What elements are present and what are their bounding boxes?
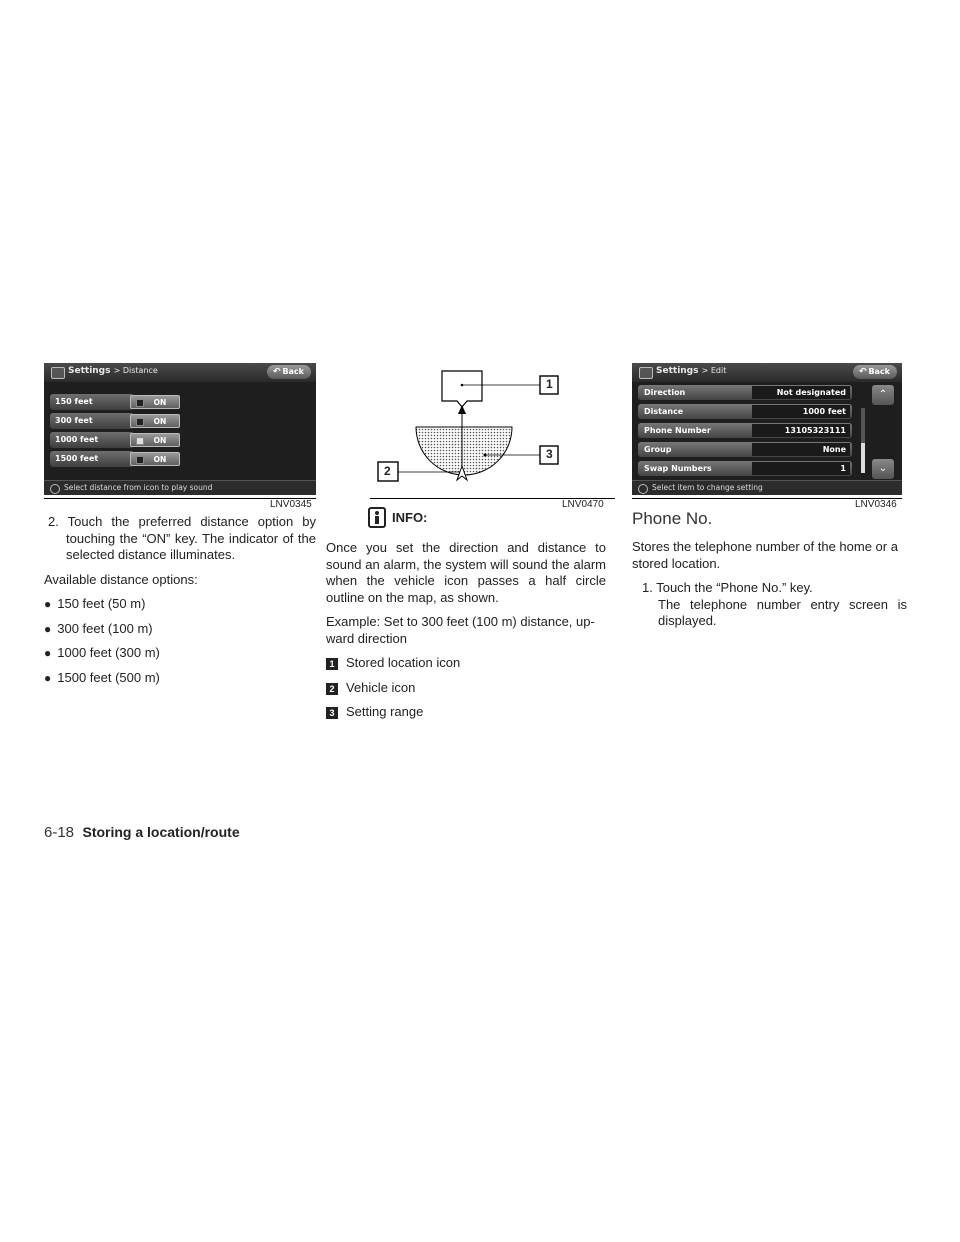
step-1-text: 1. Touch the “Phone No.” key. — [642, 580, 813, 595]
edit-row-group[interactable]: Group None — [638, 442, 852, 457]
info-title: INFO: — [392, 510, 428, 525]
edit-settings-screen — [632, 363, 902, 495]
info-icon — [638, 484, 648, 494]
indicator-icon — [136, 399, 144, 407]
section-title: Storing a location/route — [82, 824, 240, 840]
screen-header — [632, 363, 902, 382]
scroll-up-icon[interactable]: ⌃ — [872, 385, 894, 405]
alarm-range-diagram — [370, 365, 570, 497]
option-item: ● 150 feet (50 m) — [44, 596, 146, 611]
step-2-text: 2. Touch the preferred distance option by touching the “ON” key. The indicator of the selected distance illuminates. — [48, 514, 316, 562]
screen-title: Settings > Distance — [68, 366, 158, 376]
legend-item: 1 Stored location icon — [326, 655, 606, 672]
page-number: 6-18 — [44, 824, 75, 841]
indicator-icon — [136, 418, 144, 426]
menu-icon[interactable] — [639, 367, 653, 379]
status-message: Select item to change setting — [652, 483, 763, 492]
edit-row-swap-numbers[interactable]: Swap Numbers 1 — [638, 461, 852, 476]
step-1-result: The telephone number entry screen is displayed. — [658, 596, 907, 628]
on-button-1500[interactable]: ON — [130, 452, 180, 466]
screen-title: Settings > Edit — [656, 366, 727, 376]
distance-row-1500: 1500 feet — [50, 451, 134, 467]
callout-label-1: 1 — [546, 377, 553, 391]
edit-row-phone-number[interactable]: Phone Number 13105323111 — [638, 423, 852, 438]
screen-header — [44, 363, 316, 382]
on-button-150[interactable]: ON — [130, 395, 180, 409]
bullet-icon: ● — [44, 621, 52, 636]
distance-row-150: 150 feet — [50, 394, 134, 410]
available-options-label: Available distance options: — [44, 571, 198, 587]
distance-row-1000: 1000 feet — [50, 432, 134, 448]
back-button[interactable]: ↶ Back — [853, 365, 897, 379]
column-2 — [326, 540, 606, 721]
setting-range-shape — [416, 427, 512, 475]
section-heading: Phone No. — [632, 509, 713, 528]
option-item: ● 1000 feet (300 m) — [44, 645, 160, 660]
info-icon — [50, 484, 60, 494]
bullet-icon: ● — [44, 670, 52, 685]
callout-label-3: 3 — [546, 447, 553, 461]
option-item: ● 1500 feet (500 m) — [44, 669, 160, 685]
figure-id: LNV0346 — [855, 499, 897, 510]
on-button-1000[interactable]: ON — [130, 433, 180, 447]
callout-2: 2 — [326, 683, 338, 695]
stored-location-icon — [442, 371, 482, 407]
edit-row-distance[interactable]: Distance 1000 feet — [638, 404, 852, 419]
legend-item: 3 Setting range — [326, 704, 606, 721]
page-footer — [44, 824, 444, 842]
status-message: Select distance from icon to play sound — [64, 483, 213, 492]
bullet-icon: ● — [44, 646, 52, 660]
on-button-300[interactable]: ON — [130, 414, 180, 428]
status-bar — [44, 480, 316, 495]
status-bar — [632, 480, 902, 495]
info-icon — [368, 507, 386, 528]
bullet-icon: ● — [44, 597, 52, 611]
callout-3: 3 — [326, 707, 338, 719]
option-item: ● 300 feet (100 m) — [44, 620, 153, 636]
example-text: Example: Set to 300 feet (100 m) distance, up-ward direction — [326, 614, 595, 646]
intro-text: Stores the telephone number of the home or a stored location. — [632, 539, 898, 571]
figure-id: LNV0345 — [270, 499, 312, 510]
back-button[interactable]: ↶ Back — [267, 365, 311, 379]
distance-settings-screen — [44, 363, 316, 495]
figure-id: LNV0470 — [562, 499, 604, 510]
indicator-icon — [136, 456, 144, 464]
menu-icon[interactable] — [51, 367, 65, 379]
callout-label-2: 2 — [384, 464, 391, 478]
legend-item: 2 Vehicle icon — [326, 680, 606, 697]
distance-row-300: 300 feet — [50, 413, 134, 429]
callout-1: 1 — [326, 658, 338, 670]
info-text: Once you set the direction and distance to sound an alarm, the system will sound the alarm when the vehicle icon passes a half circle outline on the map, as shown. — [326, 540, 606, 605]
scroll-down-icon[interactable]: ⌄ — [872, 459, 894, 479]
scrollbar-thumb[interactable] — [861, 443, 865, 473]
column-3 — [632, 509, 907, 630]
indicator-icon — [136, 437, 144, 445]
edit-row-direction[interactable]: Direction Not designated — [638, 385, 852, 400]
column-1 — [44, 514, 316, 686]
